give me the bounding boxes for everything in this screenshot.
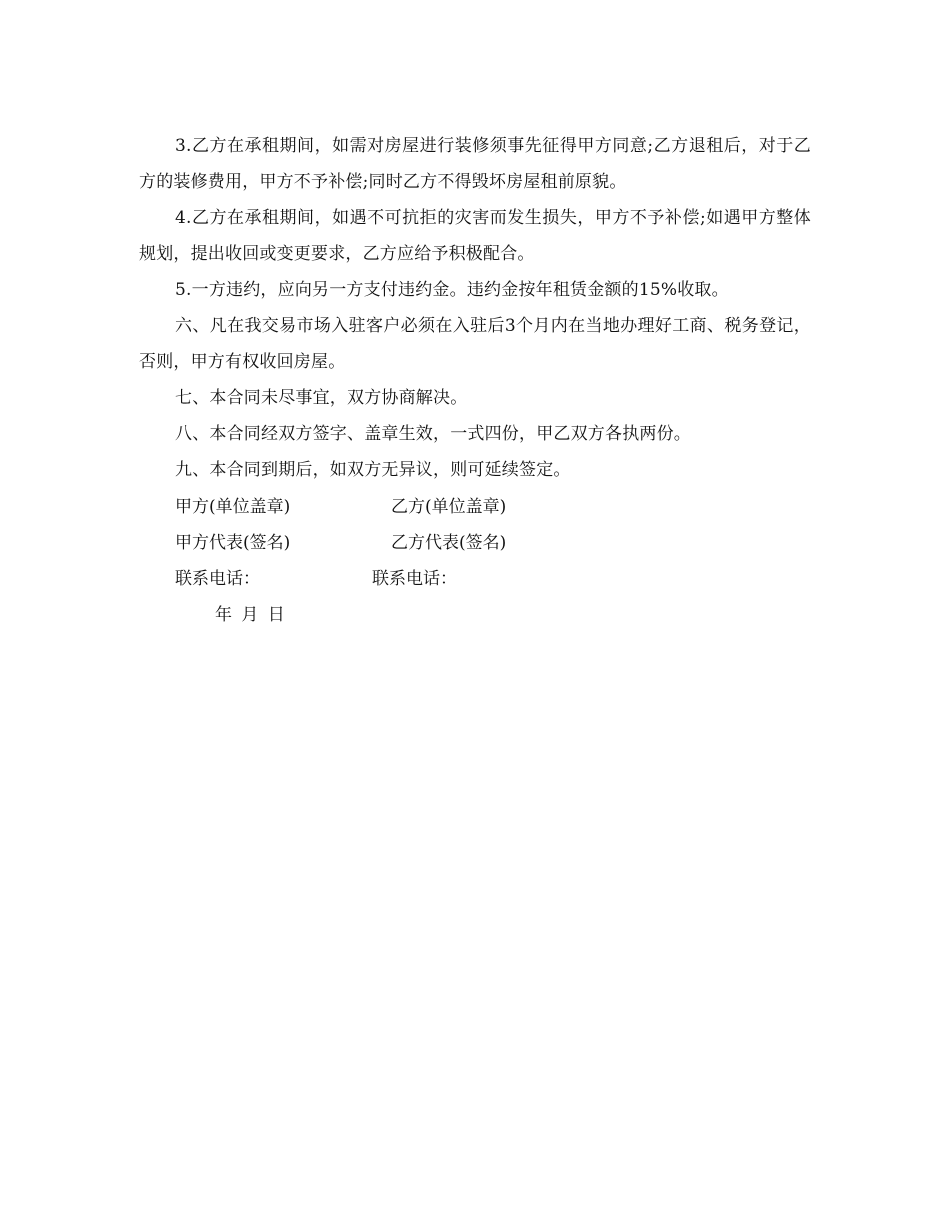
clause-4-disaster-loss: 4.乙方在承租期间，如遇不可抗拒的灾害而发生损失，甲方不予补偿;如遇甲方整体规划，提出收回或变更要求，乙方应给予积极配合。 [139, 208, 811, 264]
party-a-rep-label: 甲方代表(签名) [175, 533, 291, 553]
date-row [175, 597, 775, 633]
clause-8-effectiveness: 八、本合同经双方签字、盖章生效，一式四份，甲乙双方各执两份。 [175, 424, 691, 444]
party-b-phone-label: 联系电话： [372, 569, 457, 589]
clause-7-unresolved-matters: 七、本合同未尽事宜，双方协商解决。 [175, 388, 468, 408]
signing-date: 年 月 日 [215, 605, 285, 625]
party-a-phone-label: 联系电话： [175, 569, 260, 589]
clause-5-breach-penalty: 5.一方违约，应向另一方支付违约金。违约金按年租赁金额的15%收取。 [175, 280, 729, 300]
clause-9-renewal: 九、本合同到期后，如双方无异议，则可延续签定。 [175, 460, 571, 480]
clause-3-renovation: 3.乙方在承租期间，如需对房屋进行装修须事先征得甲方同意;乙方退租后，对于乙方的装修费用，甲方不予补偿;同时乙方不得毁坏房屋租前原貌。 [139, 136, 811, 192]
signature-block [175, 489, 775, 633]
party-b-rep-label: 乙方代表(签名) [391, 533, 507, 553]
contract-clauses [139, 128, 811, 488]
party-a-seal-label: 甲方(单位盖章) [175, 497, 291, 517]
party-b-seal-label: 乙方(单位盖章) [391, 497, 507, 517]
representative-row [175, 525, 775, 561]
phone-row [175, 561, 775, 597]
clause-6-registration: 六、凡在我交易市场入驻客户必须在入驻后3个月内在当地办理好工商、税务登记，否则，甲方有权收回房屋。 [139, 316, 811, 372]
seal-row [175, 489, 775, 525]
